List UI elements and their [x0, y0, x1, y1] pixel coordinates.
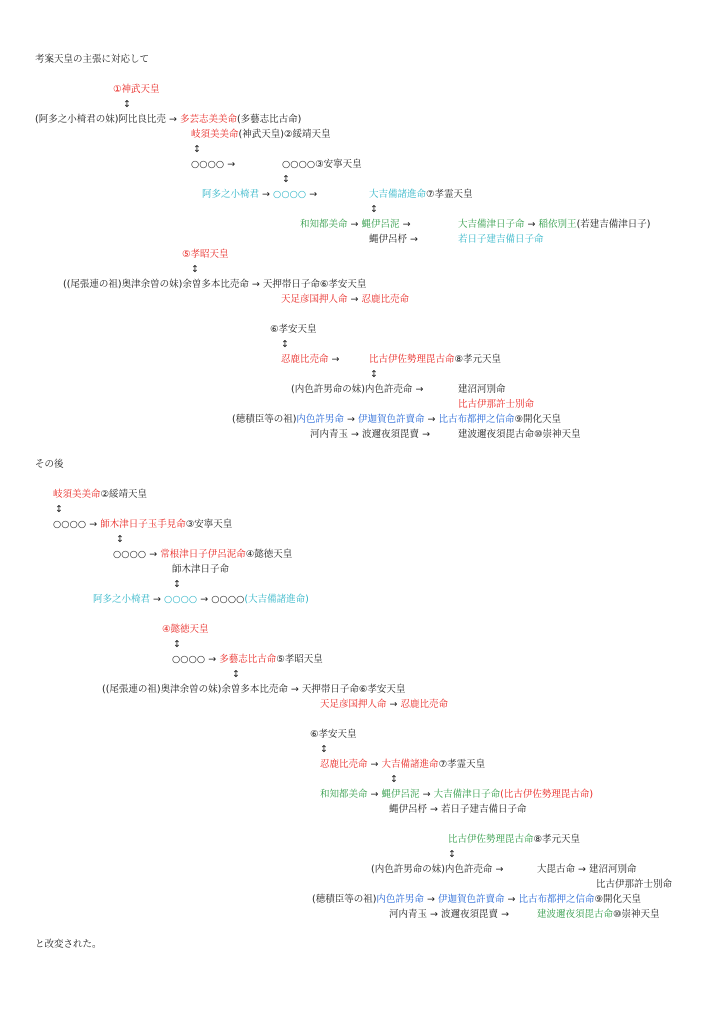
- name: 阿多之小椅君: [202, 189, 260, 200]
- name: (内色許男命の妹)内色許売命: [291, 384, 413, 395]
- vertical-link-icon: ↕: [390, 774, 398, 785]
- arrow-icon: →: [309, 189, 318, 200]
- name: 蝿伊呂泥: [361, 219, 400, 230]
- name: 忍鹿比売命: [281, 354, 329, 365]
- lineage-line: [63, 280, 366, 290]
- name: 比古布都押之信命: [518, 894, 595, 905]
- name: ○○○○: [211, 594, 245, 605]
- name: 忍鹿比売命: [400, 699, 449, 710]
- name: ○○○○: [172, 654, 206, 665]
- lineage-line: [191, 130, 330, 140]
- lineage-line: [300, 220, 411, 230]
- name: 内色許男命: [296, 414, 344, 425]
- name: 若日子建吉備日子命: [441, 804, 527, 815]
- name: 波邇夜須毘賣: [441, 909, 499, 920]
- lineage-line: [310, 430, 430, 440]
- arrow-icon: →: [290, 684, 299, 695]
- vertical-link-icon: ↕: [193, 144, 201, 155]
- name: 大吉備諸進命: [369, 189, 427, 200]
- name: ⑥孝安天皇: [310, 729, 357, 740]
- arrow-icon: →: [89, 519, 98, 530]
- name: (大吉備諸進命): [244, 594, 309, 605]
- name: 蝿伊呂杼: [369, 234, 408, 245]
- name: (内色許男命の妹)内色許売命: [371, 864, 493, 875]
- name: 蝿伊呂泥: [381, 789, 420, 800]
- name: (若建吉備津日子): [576, 219, 651, 230]
- name: 比古伊那許士別命: [458, 399, 535, 410]
- name: 建沼河別命: [589, 864, 637, 875]
- lineage-line: [102, 685, 405, 695]
- arrow-icon: →: [200, 594, 209, 605]
- name: ④懿徳天皇: [245, 549, 293, 560]
- lineage-line: [537, 865, 637, 875]
- arrow-icon: →: [168, 114, 177, 125]
- arrow-icon: →: [426, 894, 435, 905]
- name: 比古伊佐勢理毘古命: [369, 354, 455, 365]
- name: ⑧孝元天皇: [533, 834, 581, 845]
- arrow-icon: →: [149, 549, 158, 560]
- lineage-line: [232, 415, 561, 425]
- name: 河内青玉: [310, 429, 349, 440]
- lineage-line: [53, 490, 147, 500]
- arrow-icon: →: [251, 279, 260, 290]
- arrow-icon: →: [346, 414, 355, 425]
- name: 和知都美命: [300, 219, 348, 230]
- arrow-icon: →: [350, 219, 359, 230]
- vertical-link-icon: ↕: [173, 579, 181, 590]
- arrow-icon: →: [430, 804, 439, 815]
- name: 多藝志比古命: [219, 654, 277, 665]
- lineage-line: [113, 85, 160, 95]
- name: 大吉備津日子命: [458, 219, 525, 230]
- arrow-icon: →: [350, 294, 359, 305]
- name: 多芸志美美命: [179, 114, 237, 125]
- name: ⑦孝霊天皇: [438, 759, 486, 770]
- lineage-line: [191, 160, 235, 170]
- document-heading: 考案天皇の主張に対応して: [35, 54, 150, 65]
- lineage-line: [93, 595, 309, 605]
- arrow-icon: →: [331, 354, 340, 365]
- name: (穂積臣等の祖): [312, 894, 377, 905]
- arrow-icon: →: [402, 219, 411, 230]
- lineage-line: [320, 790, 593, 800]
- lineage-line: [369, 235, 418, 245]
- closing-text: と改変された。: [35, 939, 102, 950]
- name: 河内青玉: [389, 909, 428, 920]
- lineage-line: [172, 655, 323, 665]
- name: (比古伊佐勢理毘古命): [500, 789, 594, 800]
- name: 伊迦賀色許賣命: [437, 894, 505, 905]
- arrow-icon: →: [422, 429, 431, 440]
- vertical-link-icon: ↕: [282, 174, 290, 185]
- arrow-icon: →: [501, 909, 510, 920]
- name: 天足彦国押人命: [281, 294, 348, 305]
- vertical-link-icon: ↕: [232, 669, 240, 680]
- lineage-line: [291, 385, 423, 395]
- vertical-link-icon: ↕: [55, 504, 63, 515]
- name: 岐須美美命: [53, 489, 101, 500]
- name: 大毘古命: [537, 864, 576, 875]
- name: 忍鹿比売命: [320, 759, 368, 770]
- arrow-icon: →: [208, 654, 217, 665]
- vertical-link-icon: ↕: [123, 99, 131, 110]
- name: ⑥孝安天皇: [270, 324, 317, 335]
- arrow-icon: →: [370, 789, 379, 800]
- name: 建波邇夜須毘古命⑩崇神天皇: [458, 429, 581, 440]
- arrow-icon: →: [262, 189, 271, 200]
- name: 師木津日子玉手見命: [100, 519, 186, 530]
- name: ⑩崇神天皇: [613, 909, 660, 920]
- name: ④懿徳天皇: [162, 624, 209, 635]
- name: ⑤孝昭天皇: [182, 249, 229, 260]
- arrow-icon: →: [507, 894, 516, 905]
- lineage-line: [281, 295, 409, 305]
- arrow-icon: →: [427, 414, 436, 425]
- name: (神武天皇)②綏靖天皇: [238, 129, 331, 140]
- name: ⑦孝霊天皇: [426, 189, 473, 200]
- arrow-icon: →: [389, 699, 398, 710]
- lineage-line: [448, 835, 580, 845]
- vertical-link-icon: ↕: [116, 534, 124, 545]
- name: 比古伊那許士別命: [596, 879, 673, 890]
- name: 稲依別王: [538, 219, 577, 230]
- name: 天足彦国押人命: [320, 699, 387, 710]
- name: ○○○○: [113, 549, 147, 560]
- name: 天押帯日子命⑥孝安天皇: [301, 684, 406, 695]
- arrow-icon: →: [153, 594, 162, 605]
- name: 大吉備津日子命: [433, 789, 501, 800]
- name: (多藝志比古命): [236, 114, 302, 125]
- name: (穂積臣等の祖): [232, 414, 297, 425]
- vertical-link-icon: ↕: [448, 849, 456, 860]
- name: ○○○○: [53, 519, 87, 530]
- name: 大吉備諸進命: [381, 759, 439, 770]
- lineage-line: [35, 115, 301, 125]
- lineage-line: [113, 550, 292, 560]
- name: 阿多之小椅君: [93, 594, 151, 605]
- vertical-link-icon: ↕: [191, 264, 199, 275]
- name: ②綏靖天皇: [100, 489, 148, 500]
- lineage-line: [389, 910, 509, 920]
- vertical-link-icon: ↕: [370, 204, 378, 215]
- lineage-line: [369, 355, 501, 365]
- name: ③安寧天皇: [185, 519, 233, 530]
- vertical-link-icon: ↕: [370, 369, 378, 380]
- name: 比古布都押之信命: [438, 414, 515, 425]
- name: 建沼河別命: [458, 384, 506, 395]
- arrow-icon: →: [351, 429, 360, 440]
- lineage-line: [281, 355, 340, 365]
- name: ①神武天皇: [113, 84, 160, 95]
- name: (阿多之小椅君の妹)阿比良比売: [35, 114, 166, 125]
- name: ⑨開化天皇: [594, 894, 642, 905]
- name: 岐須美美命: [191, 129, 239, 140]
- name: ((尾張連の祖)奥津余曽の妹)余曽多本比売命: [102, 684, 288, 695]
- name: ○○○○: [164, 594, 198, 605]
- name: ○○○○: [191, 159, 225, 170]
- lineage-line: [320, 700, 448, 710]
- arrow-icon: →: [422, 789, 431, 800]
- lineage-line: [202, 190, 317, 200]
- vertical-link-icon: ↕: [281, 339, 289, 350]
- name: 師木津日子命: [172, 564, 230, 575]
- name: 和知都美命: [320, 789, 368, 800]
- name: ((尾張連の祖)奥津余曽の妹)余曽多本比売命: [63, 279, 249, 290]
- name: 若日子建吉備日子命: [458, 234, 544, 245]
- lineage-line: [458, 220, 650, 230]
- name: 蝿伊呂杼: [389, 804, 428, 815]
- name: 建波邇夜須毘古命: [537, 909, 614, 920]
- name: 天押帯日子命⑥孝安天皇: [262, 279, 367, 290]
- arrow-icon: →: [578, 864, 587, 875]
- name: ○○○○③安寧天皇: [282, 159, 362, 170]
- name: 伊迦賀色許賣命: [357, 414, 425, 425]
- arrow-icon: →: [430, 909, 439, 920]
- name: 常根津日子伊呂泥命: [160, 549, 246, 560]
- arrow-icon: →: [370, 759, 379, 770]
- lineage-line: [369, 190, 473, 200]
- lineage-line: [312, 895, 641, 905]
- arrow-icon: →: [527, 219, 536, 230]
- lineage-line: [53, 520, 232, 530]
- arrow-icon: →: [227, 159, 236, 170]
- vertical-link-icon: ↕: [173, 639, 181, 650]
- name: 内色許男命: [376, 894, 424, 905]
- name: ○○○○: [273, 189, 307, 200]
- arrow-icon: →: [495, 864, 504, 875]
- lineage-line: [320, 760, 485, 770]
- name: 波邇夜須毘賣: [362, 429, 420, 440]
- lineage-line: [371, 865, 503, 875]
- arrow-icon: →: [415, 384, 424, 395]
- name: ⑤孝昭天皇: [276, 654, 323, 665]
- lineage-line: [389, 805, 527, 815]
- arrow-icon: →: [410, 234, 419, 245]
- name: 比古伊佐勢理毘古命: [448, 834, 534, 845]
- lineage-line: [537, 910, 660, 920]
- name: ⑨開化天皇: [514, 414, 562, 425]
- vertical-link-icon: ↕: [320, 744, 328, 755]
- name: ⑧孝元天皇: [454, 354, 502, 365]
- name: 忍鹿比売命: [361, 294, 410, 305]
- section-label: その後: [35, 459, 64, 470]
